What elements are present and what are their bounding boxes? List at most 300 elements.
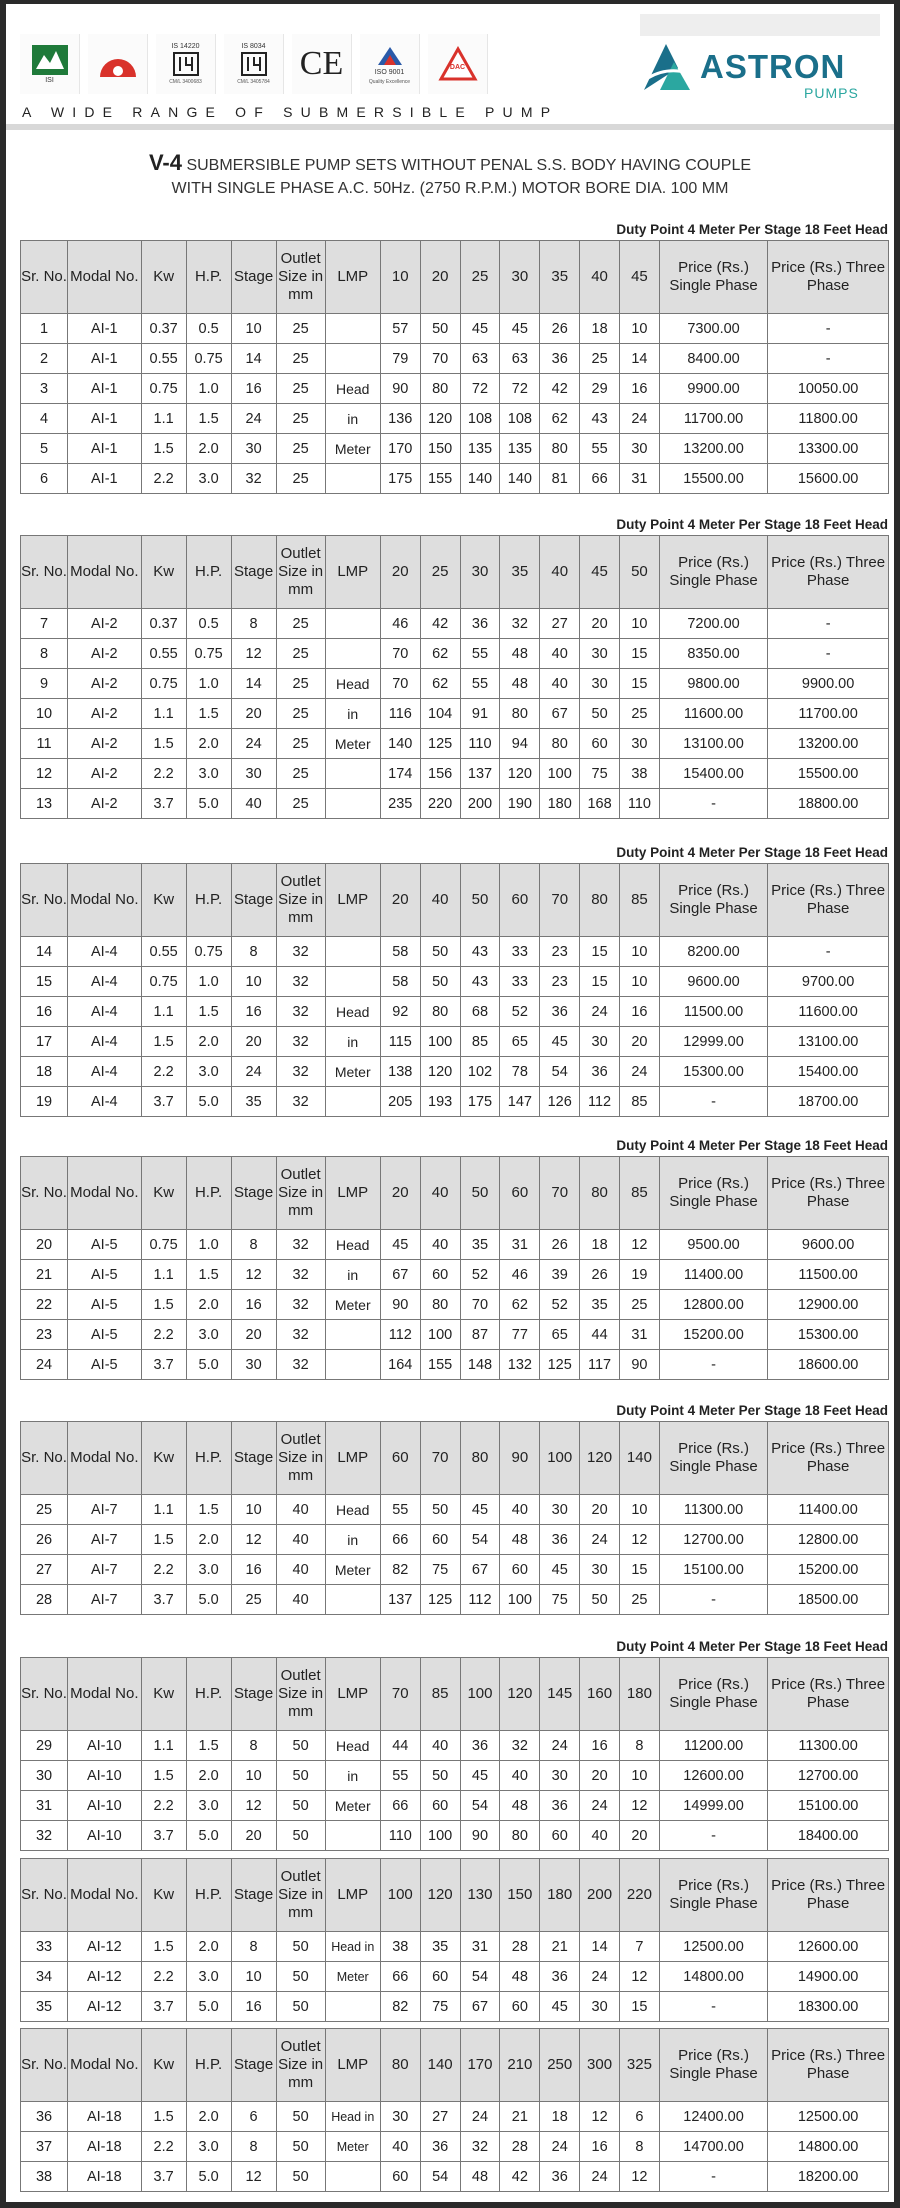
- price-single-cell: 9500.00: [659, 1230, 767, 1260]
- table-row: [21, 314, 889, 344]
- kw-cell: 1.5: [141, 434, 186, 464]
- lmp-cell: Meter: [325, 1962, 380, 1992]
- stage-cell: 20: [231, 1027, 276, 1057]
- head-meter-header: 45: [620, 241, 660, 314]
- lmp-cell: [325, 1585, 380, 1615]
- head-meter-header: 20: [380, 536, 420, 609]
- sr-cell: 21: [21, 1260, 68, 1290]
- lpm-value-cell: 40: [580, 1821, 620, 1851]
- lpm-value-cell: 125: [420, 729, 460, 759]
- hp-cell: 1.5: [186, 1495, 231, 1525]
- price-single-cell: 12800.00: [659, 1290, 767, 1320]
- outlet-cell: 50: [276, 1761, 325, 1791]
- lpm-value-cell: 235: [380, 789, 420, 819]
- lpm-value-cell: 100: [500, 1585, 540, 1615]
- price-three-cell: 11700.00: [768, 699, 889, 729]
- lpm-value-cell: 79: [380, 344, 420, 374]
- lpm-value-cell: 66: [380, 1791, 420, 1821]
- duty-point-note: Duty Point 4 Meter Per Stage 18 Feet Head: [616, 222, 888, 237]
- model-cell: AI-2: [68, 729, 142, 759]
- lpm-value-cell: 78: [500, 1057, 540, 1087]
- price-three-cell: 15600.00: [768, 464, 889, 494]
- spec-table: [20, 2028, 889, 2192]
- sr-header: Sr. No.: [21, 2029, 68, 2102]
- head-meter-header: 25: [460, 241, 500, 314]
- hp-cell: 2.0: [186, 1525, 231, 1555]
- lpm-value-cell: 12: [620, 1525, 660, 1555]
- lpm-value-cell: 120: [420, 404, 460, 434]
- sr-cell: 3: [21, 374, 68, 404]
- lpm-value-cell: 24: [620, 404, 660, 434]
- lmp-cell: in: [325, 699, 380, 729]
- stage-cell: 16: [231, 1555, 276, 1585]
- lpm-value-cell: 36: [580, 1057, 620, 1087]
- head-meter-header: 80: [580, 864, 620, 937]
- sr-cell: 18: [21, 1057, 68, 1087]
- stage-header: Stage: [231, 1658, 276, 1731]
- hp-cell: 1.0: [186, 374, 231, 404]
- dac-certification-logo: DAC: [428, 34, 488, 94]
- sr-cell: 2: [21, 344, 68, 374]
- lpm-value-cell: 30: [620, 729, 660, 759]
- lpm-value-cell: 112: [580, 1087, 620, 1117]
- lpm-value-cell: 7: [620, 1932, 660, 1962]
- price-three-cell: 15200.00: [768, 1555, 889, 1585]
- tagline: A WIDE RANGE OF SUBMERSIBLE PUMP: [22, 104, 559, 120]
- head-meter-header: 100: [540, 1422, 580, 1495]
- stage-cell: 10: [231, 967, 276, 997]
- kw-cell: 1.1: [141, 997, 186, 1027]
- head-meter-header: 45: [580, 536, 620, 609]
- lpm-value-cell: 55: [380, 1495, 420, 1525]
- lpm-value-cell: 45: [460, 1761, 500, 1791]
- outlet-cell: 50: [276, 1821, 325, 1851]
- lpm-value-cell: 108: [500, 404, 540, 434]
- stage-header: Stage: [231, 1859, 276, 1932]
- hp-cell: 2.0: [186, 1290, 231, 1320]
- head-meter-header: 140: [420, 2029, 460, 2102]
- lmp-cell: Head: [325, 669, 380, 699]
- price-three-cell: 12500.00: [768, 2102, 889, 2132]
- table-row: [21, 1761, 889, 1791]
- head-meter-header: 120: [580, 1422, 620, 1495]
- sr-header: Sr. No.: [21, 1859, 68, 1932]
- lpm-value-cell: 30: [580, 669, 620, 699]
- hp-header: H.P.: [186, 864, 231, 937]
- lpm-value-cell: 48: [500, 639, 540, 669]
- price-single-cell: 11500.00: [659, 997, 767, 1027]
- lmp-cell: Head: [325, 1495, 380, 1525]
- lpm-value-cell: 24: [580, 1525, 620, 1555]
- table-row: [21, 344, 889, 374]
- lpm-value-cell: 108: [460, 404, 500, 434]
- lpm-value-cell: 102: [460, 1057, 500, 1087]
- outlet-cell: 32: [276, 1087, 325, 1117]
- lpm-value-cell: 32: [500, 609, 540, 639]
- title-line-2: WITH SINGLE PHASE A.C. 50Hz. (2750 R.P.M.) MOTOR BORE DIA. 100 MM: [171, 180, 729, 197]
- head-meter-header: 150: [500, 1859, 540, 1932]
- lpm-value-cell: 36: [420, 2132, 460, 2162]
- kw-cell: 1.5: [141, 2102, 186, 2132]
- hp-header: H.P.: [186, 1859, 231, 1932]
- lpm-value-cell: 110: [380, 1821, 420, 1851]
- lpm-value-cell: 70: [420, 344, 460, 374]
- outlet-cell: 50: [276, 1962, 325, 1992]
- stage-cell: 16: [231, 374, 276, 404]
- lpm-value-cell: 60: [420, 1525, 460, 1555]
- lpm-value-cell: 80: [420, 374, 460, 404]
- hp-cell: 3.0: [186, 464, 231, 494]
- table-row: [21, 937, 889, 967]
- lpm-value-cell: 15: [580, 967, 620, 997]
- lpm-value-cell: 80: [420, 1290, 460, 1320]
- price-three-cell: 15100.00: [768, 1791, 889, 1821]
- lpm-value-cell: 140: [460, 464, 500, 494]
- price-three-cell: 18700.00: [768, 1087, 889, 1117]
- duty-point-note: Duty Point 4 Meter Per Stage 18 Feet Head: [616, 1639, 888, 1654]
- lpm-value-cell: 24: [460, 2102, 500, 2132]
- model-cell: AI-12: [68, 1992, 142, 2022]
- stage-cell: 14: [231, 669, 276, 699]
- lpm-value-cell: 67: [540, 699, 580, 729]
- lpm-value-cell: 21: [500, 2102, 540, 2132]
- lpm-value-cell: 135: [500, 434, 540, 464]
- head-meter-header: 10: [380, 241, 420, 314]
- outlet-header: Outlet Size in mm: [276, 2029, 325, 2102]
- head-meter-header: 250: [540, 2029, 580, 2102]
- model-cell: AI-1: [68, 404, 142, 434]
- lpm-value-cell: 85: [460, 1027, 500, 1057]
- spec-table: [20, 535, 889, 819]
- lpm-value-cell: 205: [380, 1087, 420, 1117]
- kw-cell: 1.5: [141, 1525, 186, 1555]
- table-row: [21, 639, 889, 669]
- lpm-value-cell: 87: [460, 1320, 500, 1350]
- kw-cell: 0.37: [141, 314, 186, 344]
- lpm-value-cell: 138: [380, 1057, 420, 1087]
- lpm-value-cell: 82: [380, 1555, 420, 1585]
- lpm-value-cell: 65: [540, 1320, 580, 1350]
- stage-cell: 24: [231, 404, 276, 434]
- lpm-value-cell: 30: [580, 1555, 620, 1585]
- lpm-value-cell: 81: [540, 464, 580, 494]
- lpm-value-cell: 28: [500, 1932, 540, 1962]
- outlet-cell: 40: [276, 1585, 325, 1615]
- lpm-value-cell: 63: [460, 344, 500, 374]
- lpm-value-cell: 50: [420, 967, 460, 997]
- spec-table: [20, 1156, 889, 1380]
- lmp-cell: [325, 639, 380, 669]
- lmp-cell: [325, 344, 380, 374]
- price-single-cell: -: [659, 1585, 767, 1615]
- table-header-row: [21, 1157, 889, 1230]
- head-meter-header: 120: [500, 1658, 540, 1731]
- lmp-header: LMP: [325, 1157, 380, 1230]
- lpm-value-cell: 180: [540, 789, 580, 819]
- lpm-value-cell: 72: [460, 374, 500, 404]
- price-three-header: Price (Rs.) Three Phase: [768, 1859, 889, 1932]
- lpm-value-cell: 40: [420, 1731, 460, 1761]
- head-meter-header: 100: [380, 1859, 420, 1932]
- price-single-cell: 11700.00: [659, 404, 767, 434]
- lmp-cell: [325, 1821, 380, 1851]
- lpm-value-cell: 60: [500, 1992, 540, 2022]
- head-meter-header: 70: [380, 1658, 420, 1731]
- sr-cell: 11: [21, 729, 68, 759]
- price-single-cell: 8200.00: [659, 937, 767, 967]
- lpm-value-cell: 40: [380, 2132, 420, 2162]
- head-meter-header: 30: [460, 536, 500, 609]
- table-row: [21, 1495, 889, 1525]
- table-row: [21, 1350, 889, 1380]
- stage-cell: 40: [231, 789, 276, 819]
- lpm-value-cell: 132: [500, 1350, 540, 1380]
- lmp-cell: [325, 1350, 380, 1380]
- lpm-value-cell: 16: [580, 1731, 620, 1761]
- stage-header: Stage: [231, 1422, 276, 1495]
- outlet-cell: 25: [276, 464, 325, 494]
- sr-cell: 24: [21, 1350, 68, 1380]
- kw-cell: 2.2: [141, 1057, 186, 1087]
- outlet-header: Outlet Size in mm: [276, 1157, 325, 1230]
- hp-header: H.P.: [186, 2029, 231, 2102]
- lpm-value-cell: 67: [460, 1555, 500, 1585]
- lpm-value-cell: 15: [620, 1992, 660, 2022]
- head-meter-header: 325: [620, 2029, 660, 2102]
- head-meter-header: 70: [540, 1157, 580, 1230]
- lpm-value-cell: 14: [620, 344, 660, 374]
- table-row: [21, 997, 889, 1027]
- stage-cell: 30: [231, 434, 276, 464]
- lpm-value-cell: 50: [420, 937, 460, 967]
- model-cell: AI-7: [68, 1525, 142, 1555]
- price-single-cell: 7300.00: [659, 314, 767, 344]
- table-header-row: [21, 536, 889, 609]
- lmp-cell: [325, 1992, 380, 2022]
- outlet-cell: 25: [276, 669, 325, 699]
- price-single-header: Price (Rs.) Single Phase: [659, 1157, 767, 1230]
- sr-cell: 5: [21, 434, 68, 464]
- price-three-cell: 11800.00: [768, 404, 889, 434]
- stage-cell: 16: [231, 1992, 276, 2022]
- sr-cell: 36: [21, 2102, 68, 2132]
- isi-mark-logo: ISI: [20, 34, 80, 94]
- stage-cell: 10: [231, 314, 276, 344]
- lpm-value-cell: 45: [540, 1555, 580, 1585]
- lpm-value-cell: 12: [620, 2162, 660, 2192]
- lpm-value-cell: 30: [580, 1992, 620, 2022]
- price-three-cell: 11500.00: [768, 1260, 889, 1290]
- is14220-mark-logo: IS 14220 CM/L 3400683: [156, 34, 216, 94]
- outlet-cell: 50: [276, 1932, 325, 1962]
- head-meter-header: 60: [500, 864, 540, 937]
- hp-cell: 2.0: [186, 2102, 231, 2132]
- table-header-row: [21, 2029, 889, 2102]
- lpm-value-cell: 100: [420, 1320, 460, 1350]
- price-three-cell: 10050.00: [768, 374, 889, 404]
- lpm-value-cell: 45: [460, 1495, 500, 1525]
- hp-header: H.P.: [186, 1422, 231, 1495]
- head-meter-header: 35: [540, 241, 580, 314]
- outlet-cell: 32: [276, 1027, 325, 1057]
- lpm-value-cell: 52: [540, 1290, 580, 1320]
- logo-name: ASTRON: [700, 48, 846, 85]
- lpm-value-cell: 38: [380, 1932, 420, 1962]
- hp-cell: 2.0: [186, 434, 231, 464]
- certification-logos: [20, 34, 488, 94]
- price-three-cell: 12600.00: [768, 1932, 889, 1962]
- lpm-value-cell: 20: [580, 609, 620, 639]
- model-header: Modal No.: [68, 1859, 142, 1932]
- kw-cell: 3.7: [141, 1087, 186, 1117]
- sr-cell: 20: [21, 1230, 68, 1260]
- price-three-cell: -: [768, 937, 889, 967]
- lpm-value-cell: 90: [380, 374, 420, 404]
- kw-cell: 0.55: [141, 639, 186, 669]
- price-three-header: Price (Rs.) Three Phase: [768, 2029, 889, 2102]
- kw-cell: 3.7: [141, 789, 186, 819]
- lmp-cell: Head in: [325, 2102, 380, 2132]
- price-three-cell: 18200.00: [768, 2162, 889, 2192]
- duty-point-note: Duty Point 4 Meter Per Stage 18 Feet Head: [616, 1138, 888, 1153]
- hp-cell: 5.0: [186, 2162, 231, 2192]
- sr-cell: 13: [21, 789, 68, 819]
- head-meter-header: 145: [540, 1658, 580, 1731]
- lpm-value-cell: 43: [580, 404, 620, 434]
- lpm-value-cell: 39: [540, 1260, 580, 1290]
- sr-cell: 38: [21, 2162, 68, 2192]
- outlet-header: Outlet Size in mm: [276, 1658, 325, 1731]
- lpm-value-cell: 8: [620, 1731, 660, 1761]
- lpm-value-cell: 15: [620, 669, 660, 699]
- lpm-value-cell: 75: [420, 1555, 460, 1585]
- lpm-value-cell: 90: [380, 1290, 420, 1320]
- model-cell: AI-2: [68, 609, 142, 639]
- table-row: [21, 2102, 889, 2132]
- price-single-cell: 9600.00: [659, 967, 767, 997]
- stage-cell: 25: [231, 1585, 276, 1615]
- lpm-value-cell: 67: [380, 1260, 420, 1290]
- head-meter-header: 85: [620, 1157, 660, 1230]
- lpm-value-cell: 125: [420, 1585, 460, 1615]
- table-row: [21, 1821, 889, 1851]
- lpm-value-cell: 24: [540, 2132, 580, 2162]
- price-single-cell: 11400.00: [659, 1260, 767, 1290]
- kw-cell: 1.5: [141, 1027, 186, 1057]
- price-single-cell: 11200.00: [659, 1731, 767, 1761]
- lpm-value-cell: 44: [580, 1320, 620, 1350]
- lpm-value-cell: 156: [420, 759, 460, 789]
- price-single-cell: 15100.00: [659, 1555, 767, 1585]
- sr-cell: 12: [21, 759, 68, 789]
- lpm-value-cell: 36: [540, 2162, 580, 2192]
- lpm-value-cell: 58: [380, 937, 420, 967]
- lpm-value-cell: 36: [460, 609, 500, 639]
- stage-cell: 10: [231, 1495, 276, 1525]
- lpm-value-cell: 100: [420, 1821, 460, 1851]
- lpm-value-cell: 150: [420, 434, 460, 464]
- lpm-value-cell: 80: [540, 729, 580, 759]
- hp-cell: 3.0: [186, 1791, 231, 1821]
- hp-cell: 2.0: [186, 1932, 231, 1962]
- lpm-value-cell: 117: [580, 1350, 620, 1380]
- price-three-cell: -: [768, 314, 889, 344]
- lpm-value-cell: 50: [580, 699, 620, 729]
- lpm-value-cell: 68: [460, 997, 500, 1027]
- head-meter-header: 35: [500, 536, 540, 609]
- lmp-cell: Meter: [325, 1791, 380, 1821]
- lpm-value-cell: 168: [580, 789, 620, 819]
- outlet-cell: 40: [276, 1555, 325, 1585]
- outlet-cell: 32: [276, 937, 325, 967]
- table-row: [21, 434, 889, 464]
- model-cell: AI-1: [68, 374, 142, 404]
- hp-cell: 3.0: [186, 1555, 231, 1585]
- sr-cell: 8: [21, 639, 68, 669]
- head-meter-header: 80: [380, 2029, 420, 2102]
- lpm-value-cell: 31: [460, 1932, 500, 1962]
- lmp-cell: Meter: [325, 1290, 380, 1320]
- head-meter-header: 85: [620, 864, 660, 937]
- hp-cell: 5.0: [186, 789, 231, 819]
- price-three-cell: 14800.00: [768, 2132, 889, 2162]
- head-meter-header: 210: [500, 2029, 540, 2102]
- lpm-value-cell: 10: [620, 609, 660, 639]
- lpm-value-cell: 18: [580, 1230, 620, 1260]
- model-cell: AI-18: [68, 2132, 142, 2162]
- model-header: Modal No.: [68, 1422, 142, 1495]
- sr-cell: 1: [21, 314, 68, 344]
- head-meter-header: 50: [620, 536, 660, 609]
- lpm-value-cell: 36: [540, 1791, 580, 1821]
- lpm-value-cell: 170: [380, 434, 420, 464]
- table-header-row: [21, 864, 889, 937]
- stage-cell: 32: [231, 464, 276, 494]
- lpm-value-cell: 15: [620, 1555, 660, 1585]
- lmp-cell: Head: [325, 1230, 380, 1260]
- lpm-value-cell: 18: [580, 314, 620, 344]
- lpm-value-cell: 10: [620, 937, 660, 967]
- price-single-cell: 12500.00: [659, 1932, 767, 1962]
- stage-header: Stage: [231, 864, 276, 937]
- lpm-value-cell: 54: [540, 1057, 580, 1087]
- hp-cell: 1.0: [186, 669, 231, 699]
- price-single-cell: 11300.00: [659, 1495, 767, 1525]
- lpm-value-cell: 21: [540, 1932, 580, 1962]
- sr-header: Sr. No.: [21, 241, 68, 314]
- lpm-value-cell: 55: [460, 669, 500, 699]
- lpm-value-cell: 35: [420, 1932, 460, 1962]
- table-header-row: [21, 1658, 889, 1731]
- lpm-value-cell: 62: [420, 639, 460, 669]
- sr-header: Sr. No.: [21, 1157, 68, 1230]
- lpm-value-cell: 54: [460, 1791, 500, 1821]
- model-cell: AI-7: [68, 1585, 142, 1615]
- sr-cell: 7: [21, 609, 68, 639]
- stage-cell: 12: [231, 1260, 276, 1290]
- model-cell: AI-1: [68, 434, 142, 464]
- outlet-cell: 32: [276, 1057, 325, 1087]
- head-meter-header: 180: [540, 1859, 580, 1932]
- lpm-value-cell: 43: [460, 967, 500, 997]
- lpm-value-cell: 63: [500, 344, 540, 374]
- outlet-cell: 50: [276, 2132, 325, 2162]
- lpm-value-cell: 155: [420, 464, 460, 494]
- sr-cell: 17: [21, 1027, 68, 1057]
- kw-cell: 2.2: [141, 464, 186, 494]
- price-single-header: Price (Rs.) Single Phase: [659, 2029, 767, 2102]
- outlet-cell: 25: [276, 404, 325, 434]
